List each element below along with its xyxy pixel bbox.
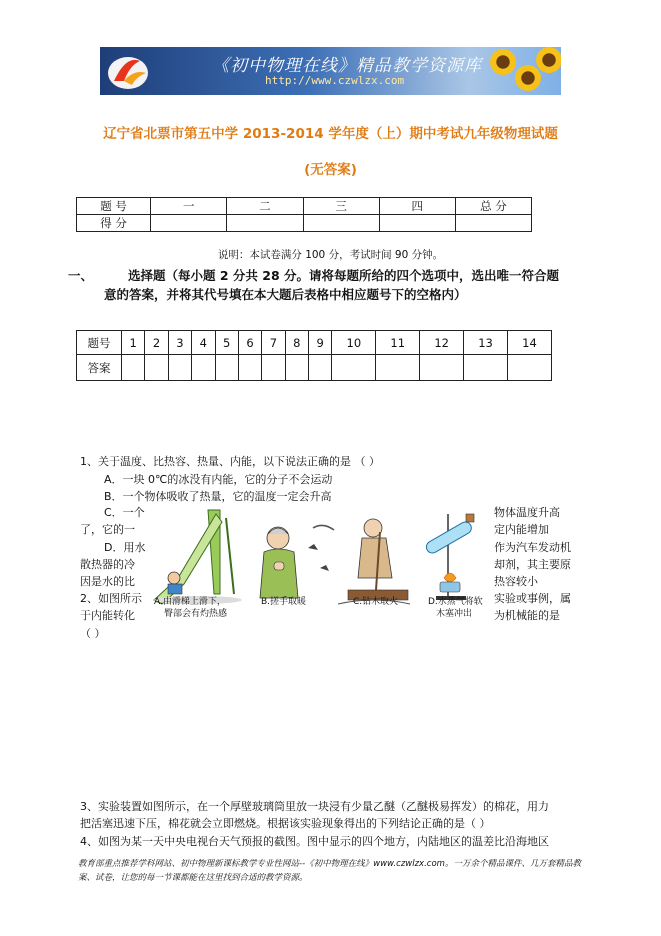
rubbing-hands-illustration <box>260 525 334 598</box>
answer-header-cell: 8 <box>285 331 308 355</box>
answer-header-cell: 5 <box>215 331 238 355</box>
question-1-option-a: A．一块 0℃的冰没有内能，它的分子不会运动 <box>104 473 333 486</box>
page-subtitle: (无答案) <box>304 162 357 178</box>
answer-header-cell: 7 <box>262 331 285 355</box>
question-1-option-d-right2: 却剂，其主要原 <box>494 558 571 571</box>
question-1-option-c-right2: 定内能增加 <box>494 523 549 536</box>
answer-row-label: 答案 <box>77 355 122 381</box>
figure-caption-c: C.钻木取火 <box>353 597 399 607</box>
score-header-cell: 三 <box>303 198 379 215</box>
answer-cell[interactable] <box>262 355 285 381</box>
sunflower-icon <box>536 47 561 73</box>
score-cell[interactable] <box>455 215 531 232</box>
page-footer: 教育部重点推荐学科网站、初中物理新课标教学专业性网站--《初中物理在线》www.czwlzx.com。一万余个精品课件、几万套精品教案、试卷，让您的每一节课都能在这里找到合适的教学资源。 <box>78 859 581 883</box>
sunflower-icon <box>490 49 516 75</box>
answer-header-label: 题号 <box>77 331 122 355</box>
score-cell[interactable] <box>379 215 455 232</box>
score-header-cell: 题 号 <box>77 198 151 215</box>
banner-url[interactable]: http://www.czwlzx.com <box>265 74 405 87</box>
question-1-option-d-left: D．用水 <box>104 541 146 554</box>
sunflower-icon <box>515 65 541 91</box>
answer-cell[interactable] <box>309 355 332 381</box>
answer-cell[interactable] <box>192 355 215 381</box>
answer-cell[interactable] <box>122 355 145 381</box>
question-2-answer-bracket: （ ） <box>80 627 106 640</box>
figure-caption-d2: 木塞冲出 <box>436 609 473 619</box>
score-cell[interactable] <box>303 215 379 232</box>
answer-header-cell: 11 <box>376 331 420 355</box>
question-2-left: 2、如图所示 <box>80 592 142 605</box>
answer-cell[interactable] <box>168 355 191 381</box>
drill-wood-fire-illustration <box>338 519 410 604</box>
question-1-option-d-right3: 热容较小 <box>494 575 538 588</box>
answer-cell[interactable] <box>285 355 308 381</box>
steam-test-tube-illustration <box>424 514 474 600</box>
score-header-cell: 二 <box>227 198 303 215</box>
answer-cell[interactable] <box>215 355 238 381</box>
question-1-option-d-right: 作为汽车发动机 <box>494 541 571 554</box>
question-1: 1、关于温度、比热容、热量、内能，以下说法正确的是 （ ） <box>80 455 380 468</box>
site-banner <box>100 47 561 95</box>
section-heading-line2: 意的答案，并将其代号填在本大题后表格中相应题号下的空格内） <box>104 287 467 302</box>
figure-caption-a1: A.由滑梯上滑下， <box>154 597 226 607</box>
question-1-option-b: B．一个物体吸收了热量，它的温度一定会升高 <box>104 490 332 503</box>
score-cell[interactable] <box>151 215 227 232</box>
question-2-left2: 于内能转化 <box>80 609 135 622</box>
answer-cell[interactable] <box>464 355 508 381</box>
answer-header-cell: 10 <box>332 331 376 355</box>
score-label-cell: 得 分 <box>77 215 151 232</box>
question-1-option-c-right: 物体温度升高 <box>494 506 560 519</box>
answer-header-cell: 9 <box>309 331 332 355</box>
question-1-option-d-left3: 因是水的比 <box>80 575 135 588</box>
answer-header-cell: 6 <box>238 331 261 355</box>
page-title: 辽宁省北票市第五中学 2013-2014 学年度（上）期中考试九年级物理试题 <box>103 126 558 142</box>
answer-table <box>76 330 552 381</box>
section-number: 一、 <box>68 268 94 283</box>
answer-header-cell: 1 <box>122 331 145 355</box>
answer-cell[interactable] <box>332 355 376 381</box>
score-cell[interactable] <box>227 215 303 232</box>
answer-header-cell: 2 <box>145 331 168 355</box>
answer-header-cell: 14 <box>508 331 552 355</box>
question-3-line2: 把活塞迅速下压，棉花就会立即燃烧。根据该实验现象得出的下列结论正确的是（ ） <box>80 817 491 830</box>
answer-header-cell: 13 <box>464 331 508 355</box>
figure-caption-b: B.搓手取暖 <box>261 597 307 607</box>
figure-caption-a2: 臀部会有灼热感 <box>164 609 228 619</box>
question-2-right2: 为机械能的是 <box>494 609 560 622</box>
answer-cell[interactable] <box>238 355 261 381</box>
score-table <box>76 197 532 232</box>
section-heading-line1: 选择题（每小题 2 分共 28 分。请将每题所给的四个选项中，选出唯一符合题 <box>128 268 560 283</box>
answer-cell[interactable] <box>145 355 168 381</box>
question-4: 4、如图为某一天中央电视台天气预报的截图。图中显示的四个地方，内陆地区的温差比沿海地区 <box>80 835 549 848</box>
question-1-option-c-left2: 了，它的一 <box>80 523 135 536</box>
question-2-right: 实验或事例，属 <box>494 592 571 605</box>
answer-header-cell: 12 <box>420 331 464 355</box>
score-header-cell: 总 分 <box>455 198 531 215</box>
site-logo-icon <box>106 51 150 91</box>
question-3-line1: 3、实验装置如图所示，在一个厚壁玻璃筒里放一块浸有少量乙醚（乙醚极易挥发）的棉花，用力 <box>80 800 549 813</box>
answer-cell[interactable] <box>508 355 552 381</box>
answer-header-cell: 4 <box>192 331 215 355</box>
answer-header-cell: 3 <box>168 331 191 355</box>
answer-cell[interactable] <box>376 355 420 381</box>
banner-title: 《初中物理在线》精品教学资源库 <box>212 56 482 76</box>
score-header-cell: 四 <box>379 198 455 215</box>
exam-note: 说明：本试卷满分 100 分，考试时间 90 分钟。 <box>217 249 444 261</box>
answer-cell[interactable] <box>420 355 464 381</box>
question-1-option-d-left2: 散热器的冷 <box>80 558 135 571</box>
figure-caption-d1: D.水蒸气将软 <box>428 597 483 607</box>
question-2-figure <box>148 508 493 636</box>
score-header-cell: 一 <box>151 198 227 215</box>
question-1-option-c-left: C．一个 <box>104 506 145 519</box>
